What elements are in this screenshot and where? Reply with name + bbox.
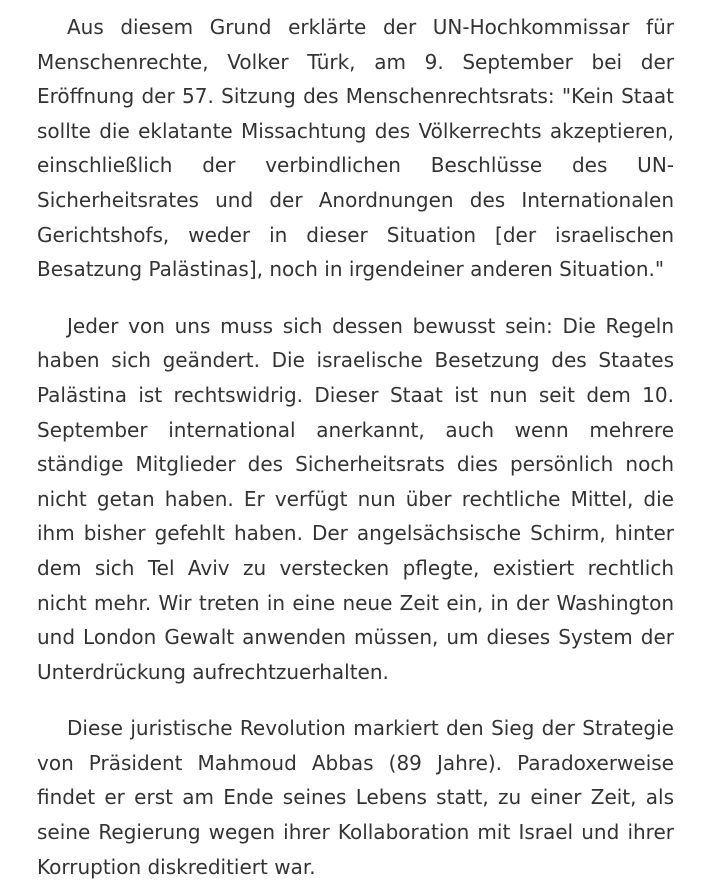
paragraph-un-commissioner-quote: Aus diesem Grund erklärte der UN-Hochkommissar für Menschenrechte, Volker Türk, am 9. September bei der Eröffnung der 57. Sitzung des Menschenrechtsrats: "Kein Staat sollte die eklatante Missachtung des Völkerrechts akzeptieren, einschließlich der verbindlichen Beschlüsse des UN-Sicherheitsrates und der Anordnungen des Internationalen Gerichtshofs, weder in dieser Situation [der israelischen Besatzung Palästinas], noch in irgendeiner anderen Situation.": [37, 15, 674, 282]
paragraph-legal-revolution: Diese juristische Revolution markiert den Sieg der Strategie von Präsident Mahmoud Abbas (89 Jahre). Paradoxerweise findet er erst am Ende seines Lebens statt, zu einer Zeit, als seine Regierung wegen ihrer Kollaboration mit Israel und ihrer Korruption diskreditiert war.: [37, 716, 674, 879]
paragraph-rules-changed: Jeder von uns muss sich dessen bewusst sein: Die Regeln haben sich geändert. Die israelische Besetzung des Staates Palästina ist rechtswidrig. Dieser Staat ist nun seit dem 10. September international anerkannt, auch wenn mehrere ständige Mitglieder des Sicherheitsrats dies persönlich noch nicht getan haben. Er verfügt nun über rechtliche Mittel, die ihm bisher gefehlt haben. Der angelsächsische Schirm, hinter dem sich Tel Aviv zu verstecken pflegte, existiert rechtlich nicht mehr. Wir treten in eine neue Zeit ein, in der Washington und London Gewalt anwenden müssen, um dieses System der Unterdrückung aufrechtzuerhalten.: [37, 313, 674, 684]
